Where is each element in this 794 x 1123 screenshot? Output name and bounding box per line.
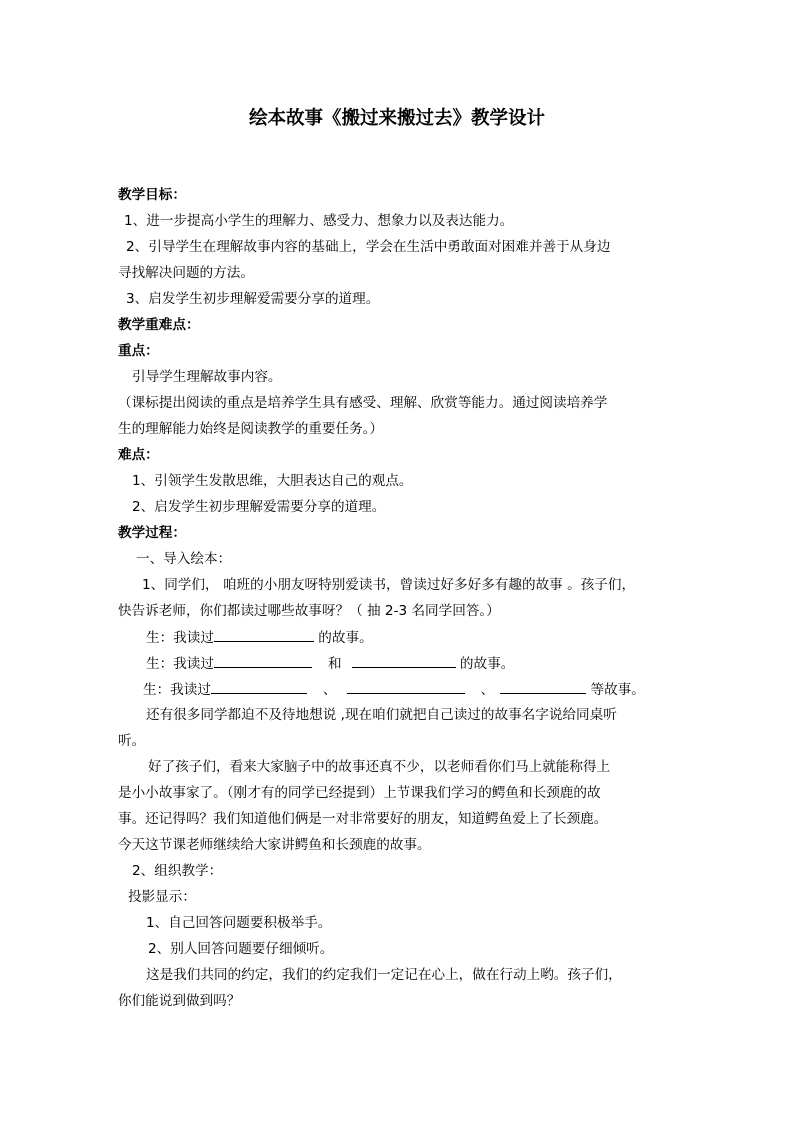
fill-text: 、 <box>480 682 495 698</box>
paragraph-line: 引导学生理解故事内容。 <box>132 369 282 385</box>
paragraph-line: 你们能说到做到吗？ <box>118 993 241 1009</box>
heading-key-difficult: 教学重难点： <box>118 317 200 333</box>
answer-blank[interactable] <box>352 654 456 668</box>
paragraph-line: 1、引领学生发散思维，大胆表达自己的观点。 <box>132 473 413 489</box>
fill-text: 等故事。 <box>586 682 645 698</box>
paragraph-line: 1、自己回答问题要积极举手。 <box>146 915 332 931</box>
paragraph-line: 1、进一步提高小学生的理解力、感受力、想象力以及表达能力。 <box>124 213 514 229</box>
heading-key-point: 重点： <box>118 343 159 359</box>
fill-in-line-1 <box>146 628 373 647</box>
fill-text: 的故事。 <box>313 630 373 646</box>
paragraph-line: 一、导入绘本： <box>136 551 232 567</box>
paragraph-line: 今天这节课老师继续给大家讲鳄鱼和长颈鹿的故事。 <box>118 837 431 853</box>
fill-text: 的故事。 <box>455 656 515 672</box>
paragraph-line: 是小小故事家了。（刚才有的同学已经提到）上节课我们学习的鳄鱼和长颈鹿的故 <box>118 785 601 801</box>
paragraph-line: 2、启发学生初步理解爱需要分享的道理。 <box>132 499 386 515</box>
paragraph-line: 还有很多同学都迫不及待地想说 ,现在咱们就把自己读过的故事名字说给同桌听 <box>146 707 617 723</box>
paragraph-line: 这是我们共同的约定，我们的约定我们一定记在心上，做在行动上哟。孩子们， <box>146 967 622 983</box>
fill-in-line-3 <box>143 680 645 699</box>
paragraph-line: 2、组织教学： <box>132 863 223 879</box>
fill-text: 和 <box>327 656 342 672</box>
page-title: 绘本故事《搬过来搬过去》教学设计 <box>248 108 545 129</box>
paragraph-line: 1、同学们， 咱班的小朋友呀特别爱读书，曾读过好多好多有趣的故事 。孩子们， <box>142 577 636 593</box>
answer-blank[interactable] <box>211 680 307 694</box>
fill-text: 生：我读过 <box>146 656 214 672</box>
paragraph-line: 听。 <box>118 733 146 749</box>
heading-objectives: 教学目标： <box>118 187 186 203</box>
paragraph-line: 2、引导学生在理解故事内容的基础上，学会在生活中勇敢面对困难并善于从身边 <box>126 239 611 255</box>
heading-process: 教学过程： <box>118 525 186 541</box>
paragraph-line: 3、启发学生初步理解爱需要分享的道理。 <box>126 291 380 307</box>
answer-blank[interactable] <box>214 628 314 642</box>
paragraph-line: 2、别人回答问题要仔细倾听。 <box>148 941 334 957</box>
fill-text: 、 <box>322 682 337 698</box>
paragraph-line: 寻找解决问题的方法。 <box>118 265 254 281</box>
answer-blank[interactable] <box>214 654 312 668</box>
heading-difficulty: 难点： <box>118 447 159 463</box>
fill-text: 生：我读过 <box>146 630 214 646</box>
answer-blank[interactable] <box>500 680 586 694</box>
answer-blank[interactable] <box>347 680 465 694</box>
fill-in-line-2 <box>146 654 514 673</box>
paragraph-line: 投影显示： <box>128 889 196 905</box>
paragraph-line: 快告诉老师，你们都读过哪些故事呀？（ 抽 2-3 名同学回答。） <box>118 603 500 619</box>
paragraph-line: 好了孩子们，看来大家脑子中的故事还真不少，以老师看你们马上就能称得上 <box>148 759 611 775</box>
paragraph-line: （课标提出阅读的重点是培养学生具有感受、理解、欣赏等能力。通过阅读培养学 <box>118 395 608 411</box>
paragraph-line: 事。还记得吗？我们知道他们俩是一对非常要好的朋友，知道鳄鱼爱上了长颈鹿。 <box>118 811 608 827</box>
paragraph-line: 生的理解能力始终是阅读教学的重要任务。） <box>118 421 384 437</box>
fill-text: 生：我读过 <box>143 682 211 698</box>
